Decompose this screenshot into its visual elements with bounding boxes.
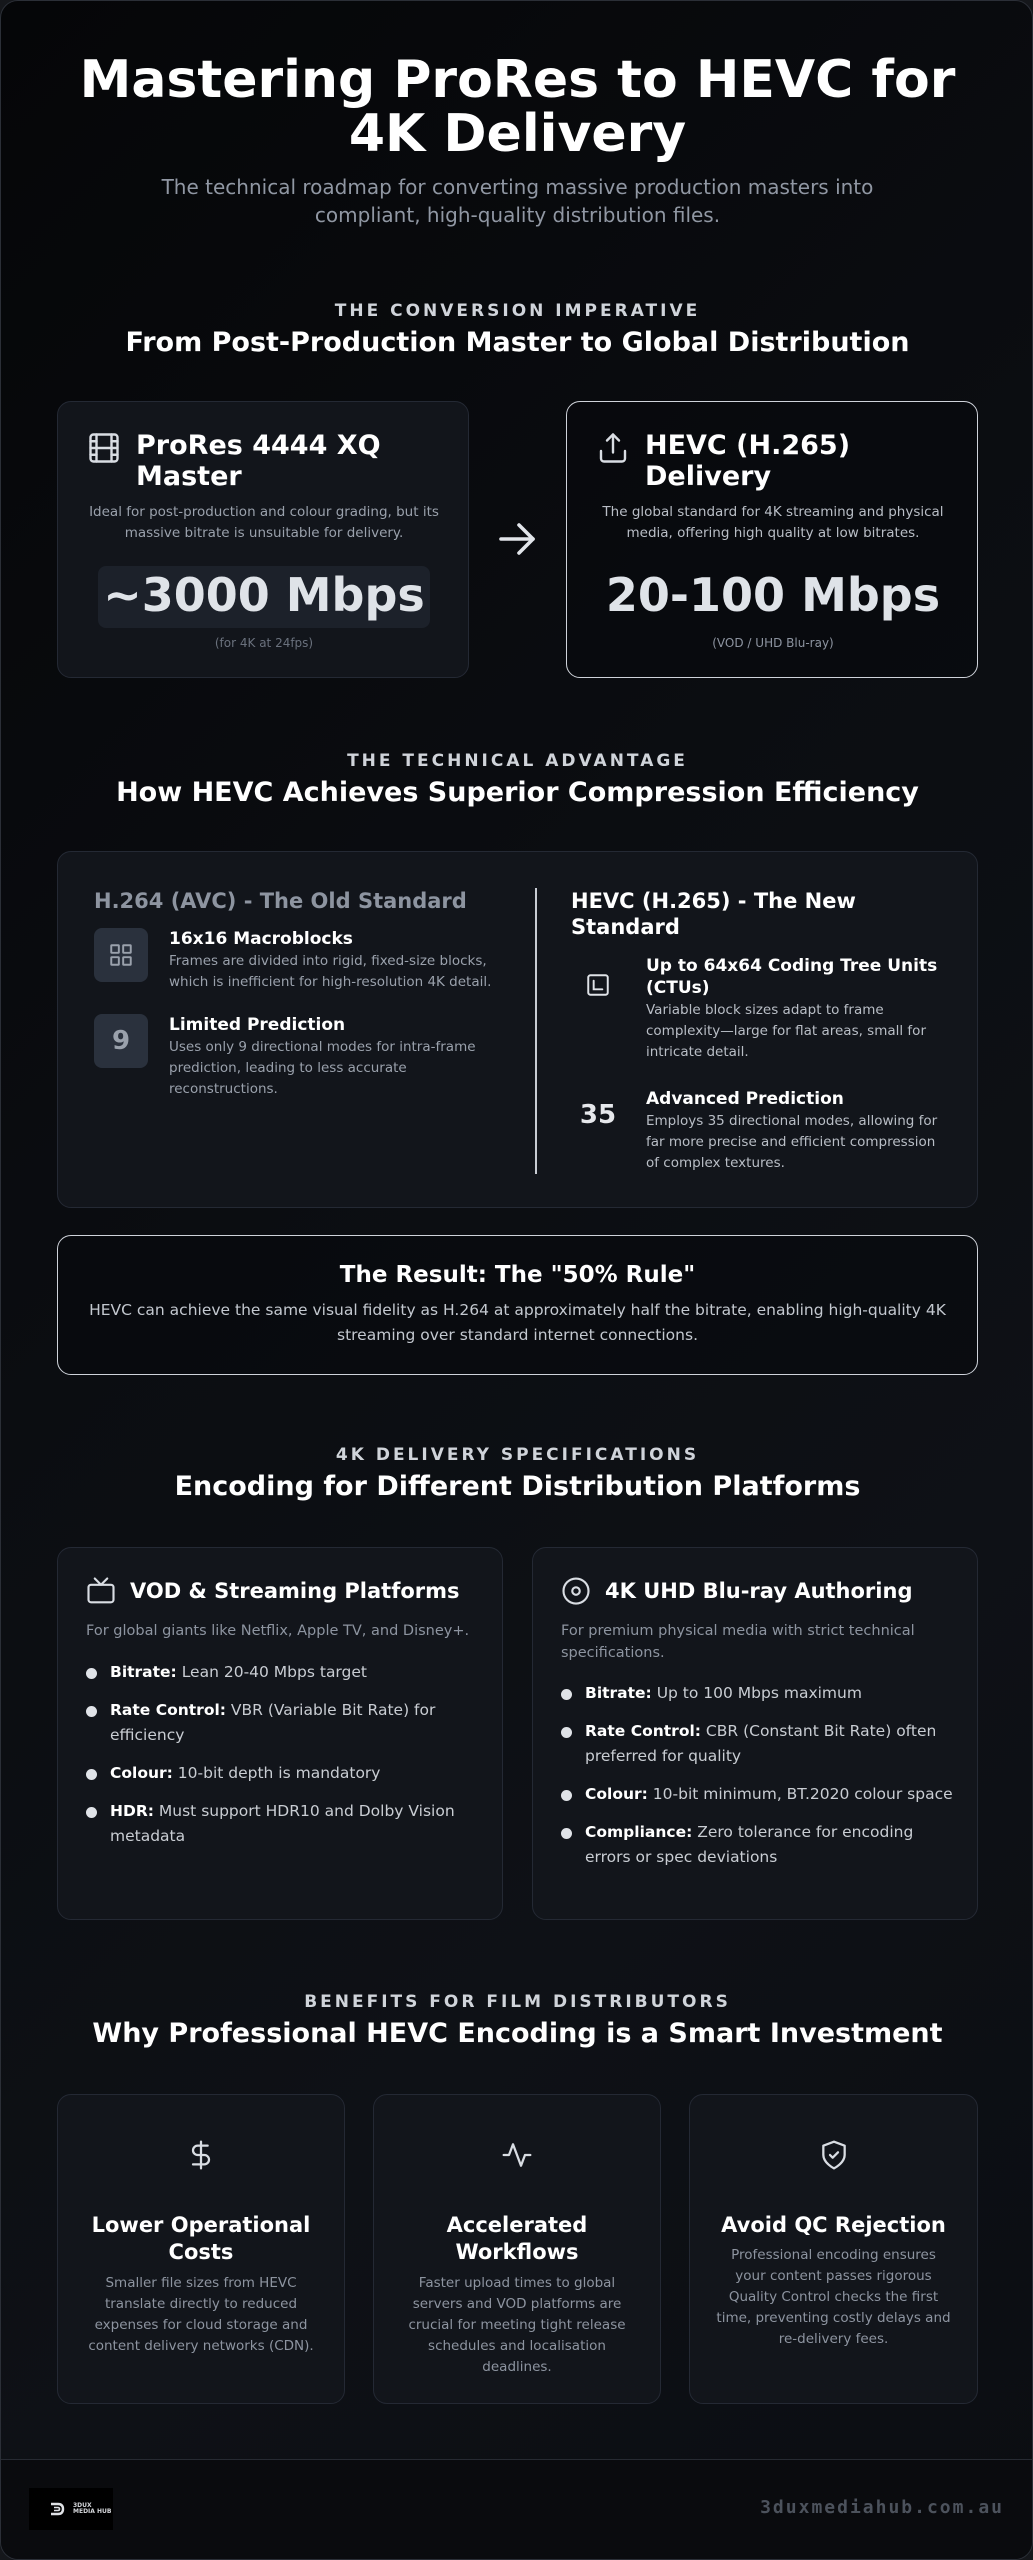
list-item: Colour: 10-bit depth is mandatory — [86, 1761, 482, 1786]
specs-eyebrow: 4K DELIVERY SPECIFICATIONS — [335, 1445, 700, 1465]
prores-note: (for 4K at 24fps) — [214, 636, 314, 650]
hevc-card — [566, 401, 978, 678]
bluray-title: 4K UHD Blu-ray Authoring — [605, 1579, 913, 1603]
result-card — [57, 1235, 978, 1375]
hevc-description: The global standard for 4K streaming and physical media, offering high quality at low bitrates. — [602, 504, 944, 541]
result-description: HEVC can achieve the same visual fidelity as H.264 at approximately half the bitrate, enabling high-quality 4K streaming over standard internet connections. — [89, 1301, 946, 1344]
list-item: HDR: Must support HDR10 and Dolby Vision metadata — [86, 1799, 482, 1849]
advantage-eyebrow: THE TECHNICAL ADVANTAGE — [347, 751, 688, 771]
hevc-note: (VOD / UHD Blu-ray) — [712, 636, 834, 650]
list-item: Bitrate: Up to 100 Mbps maximum — [561, 1681, 957, 1706]
film-icon — [86, 430, 122, 466]
logo-mark-icon — [49, 2501, 69, 2517]
benefit-description: Faster upload times to global servers and VOD platforms are crucial for meeting tight release schedules and localisation deadlines. — [408, 2275, 626, 2375]
disc-icon — [561, 1576, 591, 1606]
page-subtitle: The technical roadmap for converting massive production masters into compliant, high-quality distribution files. — [161, 175, 874, 227]
advantage-title: How HEVC Achieves Superior Compression Efficiency — [116, 777, 919, 808]
vod-title: VOD & Streaming Platforms — [130, 1579, 460, 1603]
specs-title: Encoding for Different Distribution Platforms — [174, 1471, 861, 1502]
tv-icon — [86, 1576, 116, 1606]
footer-domain[interactable]: 3duxmediahub.com.au — [760, 2497, 1004, 2518]
thirty-five-modes-badge: 35 — [579, 1100, 617, 1130]
benefit-title: Accelerated Workflows — [446, 2213, 588, 2264]
conversion-eyebrow: THE CONVERSION IMPERATIVE — [334, 301, 701, 321]
benefit-title: Lower Operational Costs — [91, 2213, 311, 2264]
bluray-card — [532, 1547, 978, 1920]
benefits-eyebrow: BENEFITS FOR FILM DISTRIBUTORS — [304, 1992, 731, 2012]
hevc-feature-ctu: Up to 64x64 Coding Tree Units (CTUs) Variable block sizes adapt to frame complexity—large for flat areas, small for intricate detail. — [646, 956, 938, 1060]
vod-card — [57, 1547, 503, 1920]
arrow-right-icon — [497, 519, 539, 563]
activity-icon — [374, 2139, 660, 2171]
grid-icon — [94, 928, 148, 982]
prores-bitrate: ~3000 Mbps — [103, 568, 425, 622]
benefit-card-costs — [57, 2094, 345, 2404]
dollar-icon — [58, 2139, 344, 2171]
benefit-card-qc — [689, 2094, 978, 2404]
benefit-description: Professional encoding ensures your content passes rigorous Quality Control checks the first time, preventing costly delays and re-delivery fees. — [716, 2247, 951, 2347]
result-title: The Result: The "50% Rule" — [339, 1262, 696, 1288]
list-item: Colour: 10-bit minimum, BT.2020 colour space — [561, 1782, 957, 1807]
benefit-description: Smaller file sizes from HEVC translate directly to reduced expenses for cloud storage and content delivery networks (CDN). — [88, 2275, 314, 2354]
list-item: Rate Control: CBR (Constant Bit Rate) often preferred for quality — [561, 1719, 957, 1769]
list-item: Rate Control: VBR (Variable Bit Rate) for efficiency — [86, 1698, 482, 1748]
hevc-feature-prediction: Advanced Prediction Employs 35 directional modes, allowing for far more precise and efficient compression of complex textures. — [646, 1089, 938, 1171]
benefit-card-workflows — [373, 2094, 661, 2404]
upload-icon — [595, 430, 631, 466]
vod-spec-list — [86, 1660, 482, 1862]
list-item: Bitrate: Lean 20-40 Mbps target — [86, 1660, 482, 1685]
hevc-standard-title: HEVC (H.265) - The New Standard — [571, 889, 856, 939]
prores-title: ProRes 4444 XQ Master — [136, 430, 381, 492]
logo[interactable] — [29, 2488, 113, 2530]
vod-intro: For global giants like Netflix, Apple TV, and Disney+. — [86, 1623, 470, 1639]
compare-card — [57, 851, 978, 1208]
hevc-title: HEVC (H.265) Delivery — [645, 430, 851, 492]
conversion-title: From Post-Production Master to Global Distribution — [125, 327, 910, 358]
bluray-spec-list — [561, 1681, 957, 1883]
bluray-intro: For premium physical media with strict technical specifications. — [561, 1623, 915, 1661]
benefit-title: Avoid QC Rejection — [721, 2213, 946, 2237]
logo-text: 3DUX MEDIA HUB — [73, 2502, 112, 2515]
hevc-bitrate: 20-100 Mbps — [605, 568, 941, 622]
h264-feature-prediction: Limited Prediction Uses only 9 directional modes for intra-frame prediction, leading to less accurate reconstructions. — [169, 1015, 476, 1097]
benefits-title: Why Professional HEVC Encoding is a Smart Investment — [92, 2018, 943, 2049]
list-item: Compliance: Zero tolerance for encoding errors or spec deviations — [561, 1820, 957, 1870]
compare-divider — [535, 888, 537, 1174]
prores-card — [57, 401, 469, 678]
h264-title: H.264 (AVC) - The Old Standard — [94, 889, 467, 913]
h264-feature-macroblocks: 16x16 Macroblocks Frames are divided into rigid, fixed-size blocks, which is inefficient for high-resolution 4K detail. — [169, 929, 492, 990]
nine-modes-badge: 9 — [94, 1014, 148, 1068]
ctu-block-icon — [571, 958, 625, 1012]
shield-check-icon — [690, 2139, 977, 2171]
page-title: Mastering ProRes to HEVC for 4K Delivery — [79, 50, 956, 164]
prores-description: Ideal for post-production and colour grading, but its massive bitrate is unsuitable for delivery. — [89, 504, 439, 541]
